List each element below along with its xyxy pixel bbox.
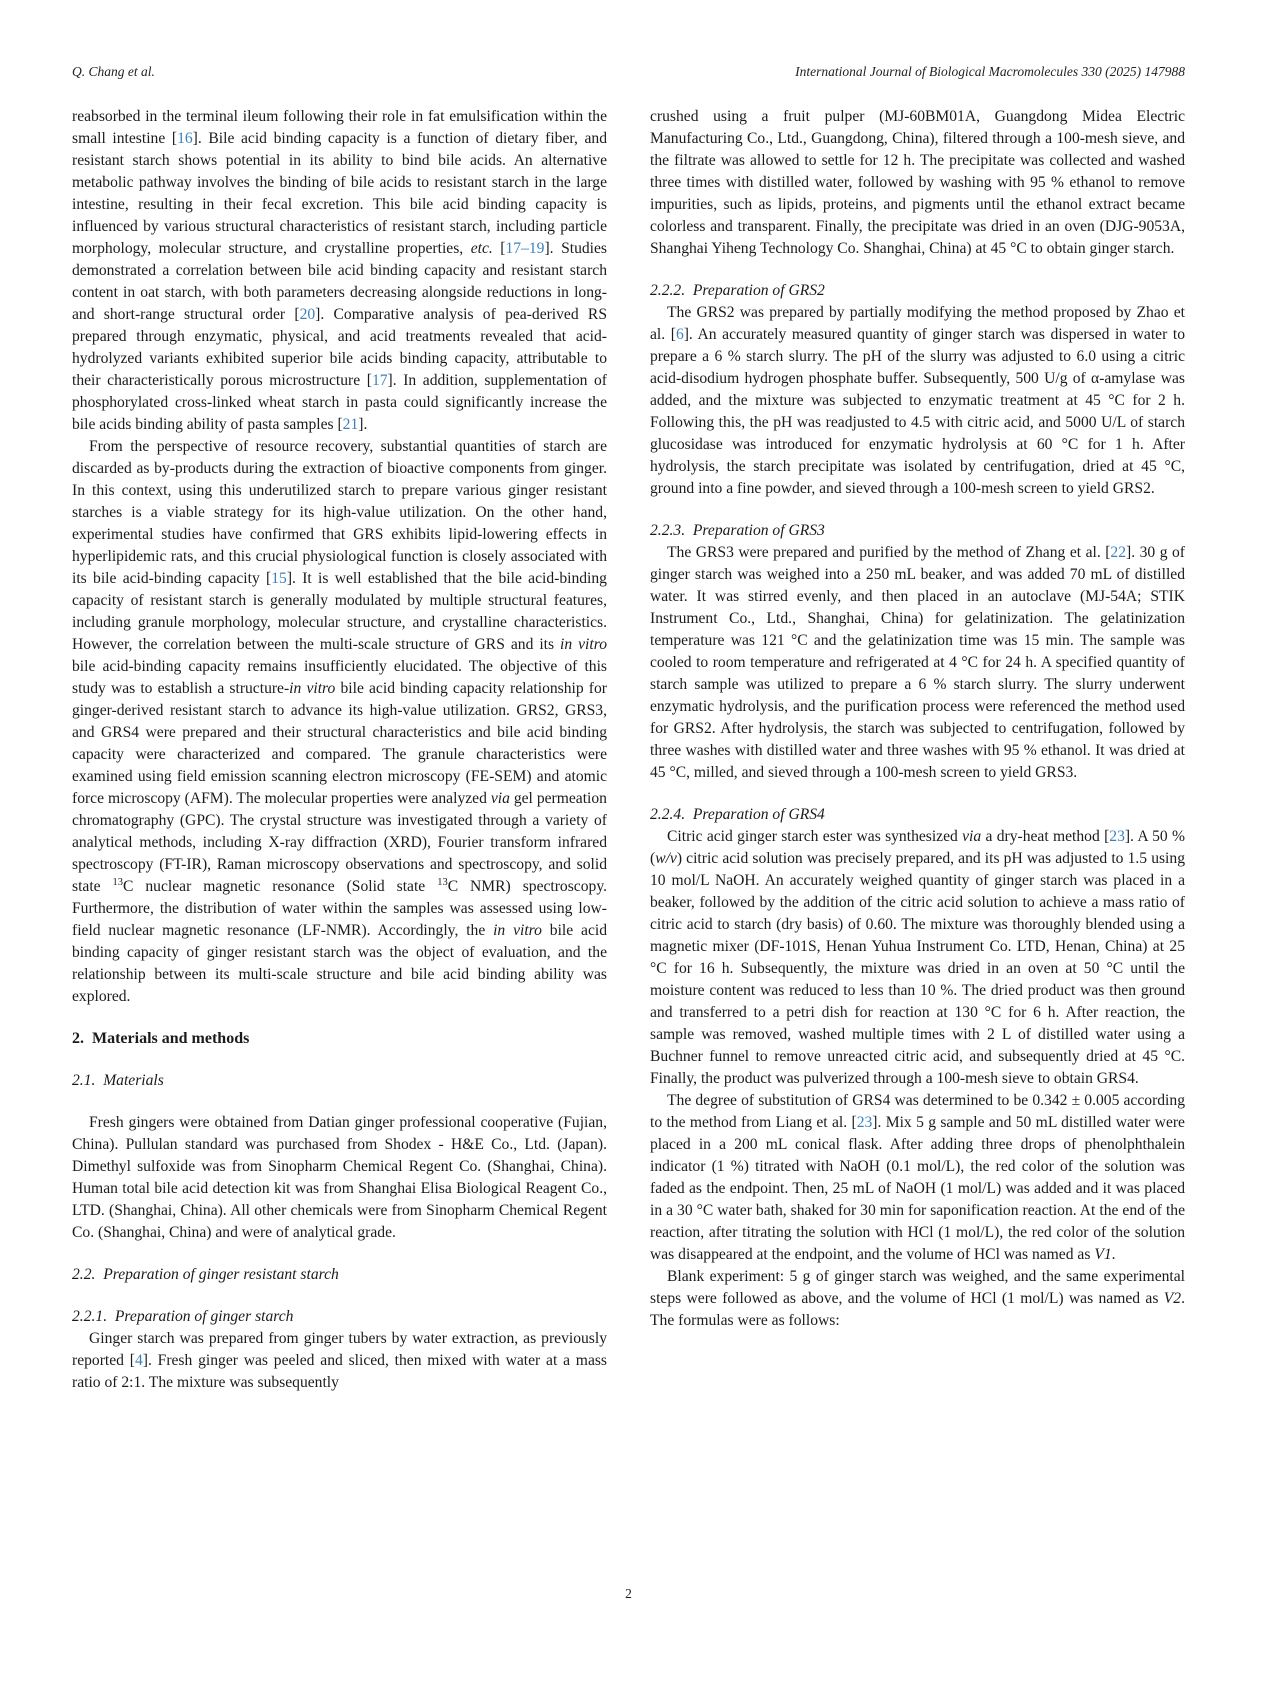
citation-link[interactable]: 22 xyxy=(1110,544,1127,561)
paragraph: The GRS3 were prepared and purified by the method of Zhang et al. [22]. 30 g of ginger starch was weighed into a 250 mL beaker, and was added 70 mL of distilled water. It was stirred evenly, and then placed in an autoclave (MJ-54A; STIK Instrument Co., Ltd., Shanghai, China) for gelatinization. The gelatinization temperature was 121 °C and the gelatinization time was 15 min. The sample was cooled to room temperature and refrigerated at 4 °C for 24 h. A specified quantity of starch sample was utilized to prepare a 6 % starch slurry. The slurry underwent enzymatic hydrolysis, and the purification process were referenced the method used for GRS2. After hydrolysis, the starch was subjected to centrifugation, followed by three washes with distilled water and three washes with 95 % ethanol. It was dried at 45 °C, milled, and sieved through a 100-mesh screen to yield GRS3. xyxy=(650,544,1185,781)
italic-text: etc. xyxy=(470,240,493,257)
article-body xyxy=(72,106,1185,1394)
citation-link[interactable]: 20 xyxy=(299,306,316,323)
italic-text: in vitro xyxy=(493,922,542,939)
citation-link[interactable]: 17–19 xyxy=(505,240,545,257)
italic-text: in vitro xyxy=(560,636,607,653)
paragraph: The GRS2 was prepared by partially modifying the method proposed by Zhao et al. [6]. An accurately measured quantity of ginger starch was dispersed in water to prepare a 6 % starch slurry. The pH of the slurry was adjusted to 6.0 using a citric acid-disodium hydrogen phosphate buffer. Subsequently, 500 U/g of α-amylase was added, and the mixture was subjected to enzymatic treatment at 45 °C for 2 h. Following this, the pH was readjusted to 4.5 with citric acid, and 5000 U/L of starch glucosidase was introduced for enzymatic hydrolysis at 60 °C for 1 h. After hydrolysis, the starch precipitate was isolated by centrifugation, dried at 45 °C, ground into a fine powder, and sieved through a 100-mesh screen to yield GRS2. xyxy=(650,304,1186,497)
italic-text: via xyxy=(962,828,982,845)
header-journal-title: International Journal of Biological Macromolecules 330 (2025) 147988 xyxy=(795,64,1185,79)
subsection-heading: 2.1. Materials xyxy=(72,1072,164,1089)
citation-link[interactable]: 23 xyxy=(856,1114,873,1131)
left-column xyxy=(72,106,607,1394)
right-column xyxy=(650,106,1185,1394)
paragraph: Blank experiment: 5 g of ginger starch was weighed, and the same experimental steps were followed as above, and the volume of HCl (1 mol/L) was named as V2. The formulas were as follows: xyxy=(650,1268,1185,1329)
paragraph: From the perspective of resource recovery, substantial quantities of starch are discarded as by-products during the extraction of bioactive components from ginger. In this context, using this underutilized starch to prepare various ginger resistant starches is a viable strategy for its high-value utilization. On the other hand, experimental studies have confirmed that GRS exhibits lipid-lowering effects in hyperlipidemic rats, and this crucial physiological function is closely associated with its bile acid-binding capacity [15]. It is well established that the bile acid-binding capacity of resistant starch is generally modulated by multiple structural features, including granule morphology, molecular structure, and crystalline characteristics. However, the correlation between the multi-scale structure of GRS and its in vitro bile acid-binding capacity remains insufficiently elucidated. The objective of this study was to establish a structure-in vitro bile acid binding capacity relationship for ginger-derived resistant starch to advance its high-value utilization. GRS2, GRS3, and GRS4 were prepared and their structural characteristics and bile acid binding capacity were characterized and compared. The granule characteristics were examined using field emission scanning electron microscopy (FE-SEM) and atomic force microscopy (AFM). The molecular properties were analyzed via gel permeation chromatography (GPC). The crystal structure was investigated through a variety of analytical methods, including X-ray diffraction (XRD), Fourier transform infrared spectroscopy (FT-IR), Raman microscopy observations and spectroscopy, and solid state $^{13}$C nuclear magnetic resonance (Solid state $^{13}$C NMR) spectroscopy. Furthermore, the distribution of water within the samples was assessed using low-field nuclear magnetic resonance (LF-NMR). Accordingly, the in vitro bile acid binding capacity of ginger resistant starch was the object of evaluation, and the relationship between its multi-scale structure and bile acid binding ability was explored. xyxy=(72,438,607,1005)
paragraph: Fresh gingers were obtained from Datian ginger professional cooperative (Fujian, China). Pullulan standard was purchased from Shodex - H&E Co., Ltd. (Japan). Dimethyl sulfoxide was from Sinopharm Chemical Regent Co. (Shanghai, China). Human total bile acid detection kit was from Shanghai Elisa Biological Reagent Co., LTD. (Shanghai, China). All other chemicals were from Sinopharm Chemical Regent Co. (Shanghai, China) and were of analytical grade. xyxy=(72,1114,607,1241)
italic-text: V1 xyxy=(1094,1246,1112,1263)
subsubsection-heading: 2.2.3. Preparation of GRS3 xyxy=(650,522,825,539)
citation-link[interactable]: 21 xyxy=(342,416,359,433)
superscript-text: 13 xyxy=(437,876,448,888)
running-header xyxy=(72,64,1185,80)
subsection-heading: 2.2. Preparation of ginger resistant starch xyxy=(72,1266,339,1283)
subsubsection-heading: 2.2.2. Preparation of GRS2 xyxy=(650,282,825,299)
superscript-text: 13 xyxy=(112,876,124,888)
italic-text: w/v xyxy=(655,850,677,867)
italic-text: V2 xyxy=(1163,1290,1182,1307)
citation-link[interactable]: 16 xyxy=(177,130,193,147)
paragraph: reabsorbed in the terminal ileum following their role in fat emulsification within the small intestine [16]. Bile acid binding capacity is a function of dietary fiber, and resistant starch shows potential in its ability to bind bile acids. An alternative metabolic pathway involves the binding of bile acids to resistant starch in the large intestine, resulting in their fecal excretion. This bile acid binding capacity is influenced by various structural characteristics of resistant starch, including particle morphology, molecular structure, and crystalline properties, etc. [17–19]. Studies demonstrated a correlation between bile acid binding capacity and resistant starch content in oat starch, with both parameters decreasing alongside reductions in long- and short-range structural order [20]. Comparative analysis of pea-derived RS prepared through enzymatic, physical, and acid treatments revealed that acid-hydrolyzed variants exhibited superior bile acids binding capacity, attributable to their characteristically porous microstructure [17]. In addition, supplementation of phosphorylated cross-linked wheat starch in pasta could significantly increase the bile acids binding ability of pasta samples [21]. xyxy=(72,108,608,433)
citation-link[interactable]: 15 xyxy=(271,570,287,587)
section-heading: 2. Materials and methods xyxy=(72,1030,250,1047)
paragraph: crushed using a fruit pulper (MJ-60BM01A, Guangdong Midea Electric Manufacturing Co., Ltd., Guangdong, China), filtered through a 100-mesh sieve, and the filtrate was allowed to settle for 12 h. The precipitate was collected and washed three times with distilled water, followed by washing with 95 % ethanol to remove impurities, such as lipids, proteins, and pigments until the ethanol extract became colorless and transparent. Finally, the precipitate was dried in an oven (DJG-9053A, Shanghai Yiheng Technology Co. Shanghai, China) at 45 °C to obtain ginger starch. xyxy=(650,108,1185,257)
paragraph: The degree of substitution of GRS4 was determined to be 0.342 ± 0.005 according to the method from Liang et al. [23]. Mix 5 g sample and 50 mL distilled water were placed in a 200 mL conical flask. After adding three drops of phenolphthalein indicator (1 %) titrated with NaOH (0.1 mol/L), the red color of the solution was faded as the endpoint. Then, 25 mL of NaOH (1 mol/L) was added and it was placed in a 30 °C water bath, shaked for 30 min for saponification reaction. At the end of the reaction, after titrating the solution with HCl (1 mol/L), the red color of the solution was disappeared at the endpoint, and the volume of HCl was named as V1. xyxy=(650,1092,1185,1263)
citation-link[interactable]: 4 xyxy=(134,1352,143,1369)
italic-text: via xyxy=(490,790,510,807)
citation-link[interactable]: 17 xyxy=(371,372,388,389)
italic-text: in vitro xyxy=(289,680,336,697)
citation-link[interactable]: 23 xyxy=(1109,828,1125,845)
subsubsection-heading: 2.2.1. Preparation of ginger starch xyxy=(72,1308,294,1325)
page-number: 2 xyxy=(625,1586,632,1601)
page-footer xyxy=(72,1586,1185,1602)
paragraph: Ginger starch was prepared from ginger tubers by water extraction, as previously reported [4]. Fresh ginger was peeled and sliced, then mixed with water at a mass ratio of 2:1. The mixture was subsequently xyxy=(72,1330,607,1391)
citation-link[interactable]: 6 xyxy=(675,326,684,343)
header-author: Q. Chang et al. xyxy=(72,64,155,79)
paragraph: Citric acid ginger starch ester was synthesized via a dry-heat method [23]. A 50 % (w/v) citric acid solution was precisely prepared, and its pH was adjusted to 1.5 using 10 mol/L NaOH. An accurately weighed quantity of ginger starch was placed in a beaker, followed by the addition of the citric acid solution to achieve a mass ratio of citric acid to starch (dry basis) of 0.60. The mixture was thoroughly blended using a magnetic mixer (DF-101S, Henan Yuhua Instrument Co. LTD, Henan, China) at 25 °C for 16 h. Subsequently, the mixture was dried in an oven at 50 °C until the moisture content was reduced to less than 10 %. The dried product was then ground and transferred to a petri dish for reaction at 130 °C for 6 h. After reaction, the sample was removed, washed multiple times with 2 L of distilled water using a Buchner funnel to remove unreacted citric acid, and subsequently dried at 45 °C. Finally, the product was pulverized through a 100-mesh sieve to obtain GRS4. xyxy=(650,828,1185,1087)
subsubsection-heading: 2.2.4. Preparation of GRS4 xyxy=(650,806,825,823)
